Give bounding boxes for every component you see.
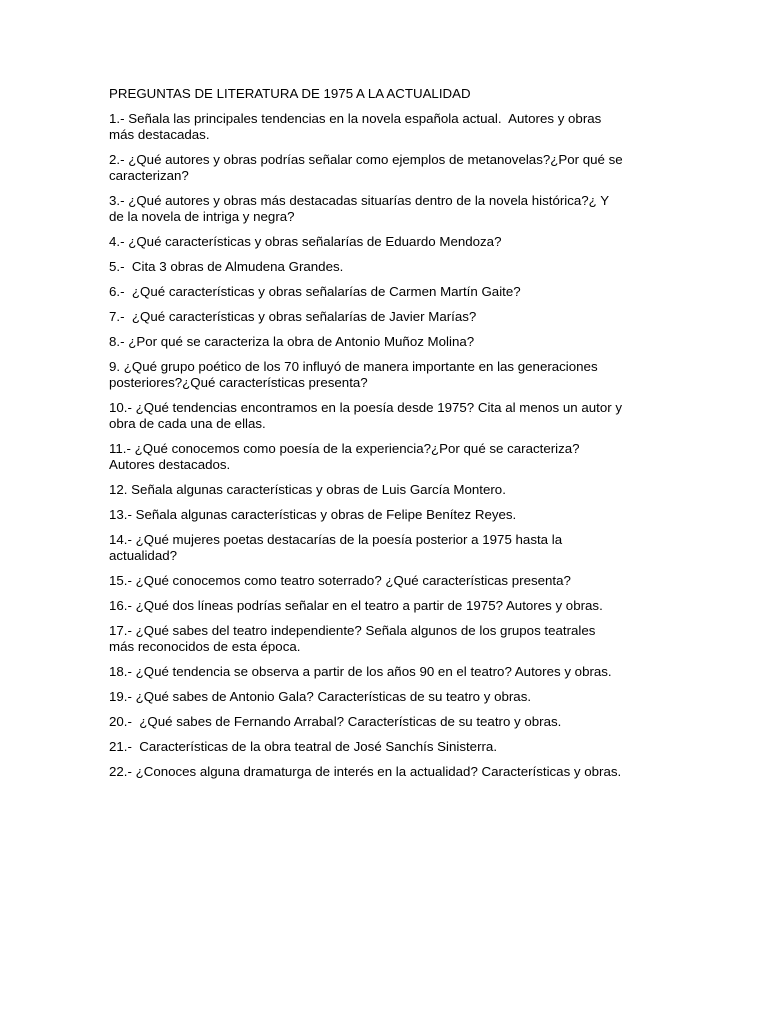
document-content — [109, 86, 665, 789]
question-item: 13.- Señala algunas características y obras de Felipe Benítez Reyes. — [109, 507, 517, 522]
question-item: 4.- ¿Qué características y obras señalarías de Eduardo Mendoza? — [109, 234, 502, 249]
question-item: 10.- ¿Qué tendencias encontramos en la poesía desde 1975? Cita al menos un autor y obra de cada una de ellas. — [109, 400, 622, 431]
question-item: 3.- ¿Qué autores y obras más destacadas situarías dentro de la novela histórica?¿ Y de la novela de intriga y negra? — [109, 193, 610, 224]
question-item: 18.- ¿Qué tendencia se observa a partir de los años 90 en el teatro? Autores y obras. — [109, 664, 612, 679]
question-item: 14.- ¿Qué mujeres poetas destacarías de la poesía posterior a 1975 hasta la actualidad? — [109, 532, 563, 563]
question-item: 17.- ¿Qué sabes del teatro independiente? Señala algunos de los grupos teatrales más reconocidos de esta época. — [109, 623, 596, 654]
question-item: 20.- ¿Qué sabes de Fernando Arrabal? Características de su teatro y obras. — [109, 714, 562, 729]
question-item: 6.- ¿Qué características y obras señalarías de Carmen Martín Gaite? — [109, 284, 521, 299]
question-item: 5.- Cita 3 obras de Almudena Grandes. — [109, 259, 344, 274]
question-item: 16.- ¿Qué dos líneas podrías señalar en el teatro a partir de 1975? Autores y obras. — [109, 598, 603, 613]
question-item: 22.- ¿Conoces alguna dramaturga de interés en la actualidad? Características y obras. — [109, 764, 622, 779]
question-item: 2.- ¿Qué autores y obras podrías señalar como ejemplos de metanovelas?¿Por qué se caracterizan? — [109, 152, 623, 183]
question-item: 8.- ¿Por qué se caracteriza la obra de Antonio Muñoz Molina? — [109, 334, 475, 349]
document-title: PREGUNTAS DE LITERATURA DE 1975 A LA ACTUALIDAD — [109, 86, 471, 101]
question-item: 15.- ¿Qué conocemos como teatro soterrado? ¿Qué características presenta? — [109, 573, 571, 588]
question-item: 9. ¿Qué grupo poético de los 70 influyó de manera importante en las generaciones posteriores?¿Qué características presenta? — [109, 359, 598, 390]
question-item: 21.- Características de la obra teatral de José Sanchís Sinisterra. — [109, 739, 498, 754]
question-item: 19.- ¿Qué sabes de Antonio Gala? Características de su teatro y obras. — [109, 689, 532, 704]
question-item: 12. Señala algunas características y obras de Luis García Montero. — [109, 482, 506, 497]
question-list — [109, 111, 665, 780]
question-item: 11.- ¿Qué conocemos como poesía de la experiencia?¿Por qué se caracteriza? Autores destacados. — [109, 441, 580, 472]
question-item: 7.- ¿Qué características y obras señalarías de Javier Marías? — [109, 309, 477, 324]
question-item: 1.- Señala las principales tendencias en la novela española actual. Autores y obras más destacadas. — [109, 111, 602, 142]
